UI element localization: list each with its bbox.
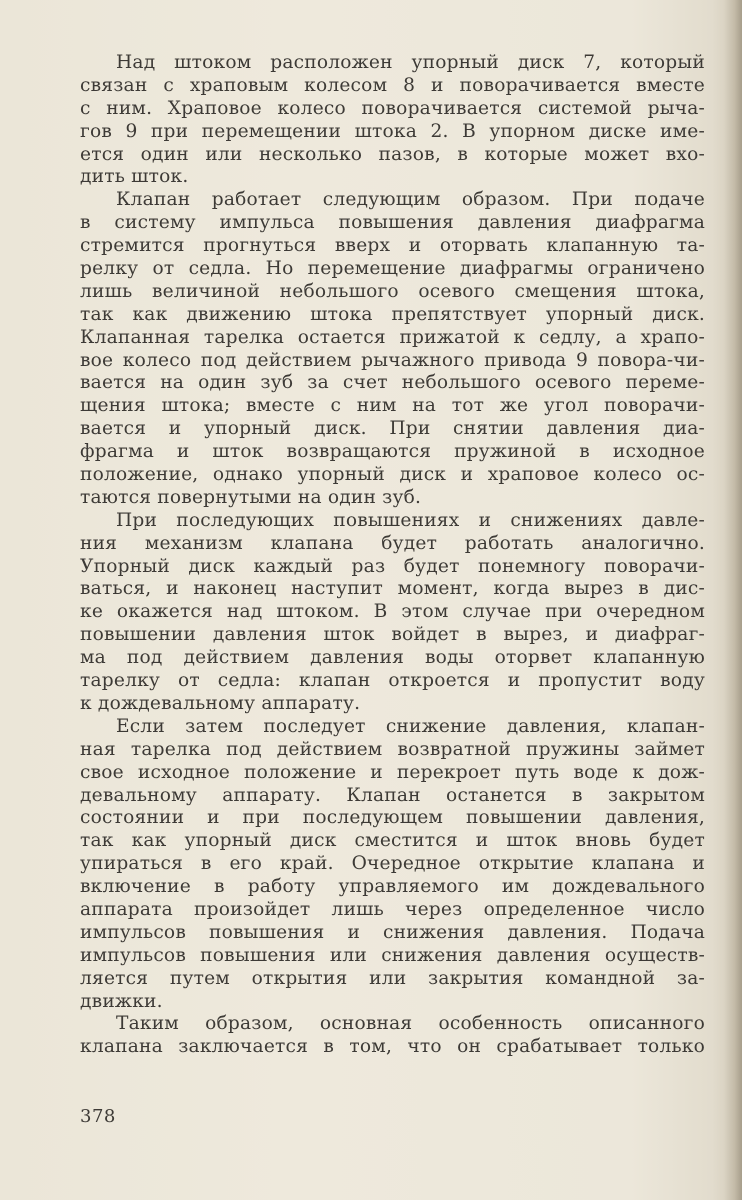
text-line: импульсов повышения и снижения давления. Подача: [80, 921, 705, 943]
text-line: вое колесо под действием рычажного привода 9 повора-чи-: [80, 349, 705, 371]
text-line: импульсов повышения или снижения давления осуществ-: [80, 944, 705, 966]
text-line: При последующих повышениях и снижениях давле-: [116, 509, 705, 531]
text-line: Клапан работает следующим образом. При подаче: [116, 189, 705, 211]
text-line: стремится прогнуться вверх и оторвать клапанную та-: [80, 235, 705, 257]
text-line: ма под действием давления воды оторвет клапанную: [80, 647, 705, 669]
text-line: Клапанная тарелка остается прижатой к седлу, а храпо-: [80, 326, 705, 348]
text-line: вается на один зуб за счет небольшого осевого переме-: [80, 372, 705, 394]
text-line: тарелку от седла: клапан откроется и пропустит воду: [80, 670, 705, 692]
text-line: фрагма и шток возвращаются пружиной в исходное: [80, 441, 705, 463]
text-line: ется один или несколько пазов, в которые может вхо-: [80, 143, 705, 165]
text-line: Таким образом, основная особенность описанного: [116, 1013, 705, 1035]
text-line: клапана заключается в том, что он срабатывает только: [80, 1036, 705, 1058]
text-line: состоянии и при последующем повышении давления,: [80, 807, 705, 829]
body-text: [80, 52, 705, 1059]
text-line: связан с храповым колесом 8 и поворачивается вместе: [80, 74, 705, 96]
text-line: включение в работу управляемого им дождевального: [80, 876, 705, 898]
page-number: 378: [80, 1106, 116, 1127]
text-line: лишь величиной небольшого осевого смещения штока,: [80, 280, 705, 302]
text-line: ке окажется над штоком. В этом случае при очередном: [80, 601, 705, 623]
text-line: свое исходное положение и перекроет путь воде к дож-: [80, 761, 705, 783]
text-line: Если затем последует снижение давления, клапан-: [116, 715, 705, 737]
text-line: движки.: [80, 990, 163, 1012]
text-line: положение, однако упорный диск и храповое колесо ос-: [80, 464, 705, 486]
text-line: так как упорный диск сместится и шток вновь будет: [80, 830, 705, 852]
text-line: таются повернутыми на один зуб.: [80, 486, 422, 508]
text-line: гов 9 при перемещении штока 2. В упорном диске име-: [80, 120, 705, 142]
text-line: девальному аппарату. Клапан останется в закрытом: [80, 784, 705, 806]
text-line: к дождевальному аппарату.: [80, 692, 361, 714]
text-line: Упорный диск каждый раз будет понемногу поворачи-: [80, 555, 705, 577]
text-line: дить шток.: [80, 166, 189, 188]
page-edge-shadow: [724, 0, 742, 1200]
text-line: ная тарелка под действием возвратной пружины займет: [80, 738, 705, 760]
text-line: вается и упорный диск. При снятии давления диа-: [80, 418, 705, 440]
text-line: аппарата произойдет лишь через определенное число: [80, 898, 705, 920]
text-line: ляется путем открытия или закрытия командной за-: [80, 967, 705, 989]
text-line: ния механизм клапана будет работать аналогично.: [80, 532, 705, 554]
text-line: ваться, и наконец наступит момент, когда вырез в дис-: [80, 578, 705, 600]
text-line: щения штока; вместе с ним на тот же угол поворачи-: [80, 395, 705, 417]
text-line: так как движению штока препятствует упорный диск.: [80, 303, 705, 325]
text-line: упираться в его край. Очередное открытие клапана и: [80, 853, 705, 875]
text-line: в систему импульса повышения давления диафрагма: [80, 212, 705, 234]
text-line: Над штоком расположен упорный диск 7, который: [116, 52, 705, 73]
text-line: с ним. Храповое колесо поворачивается системой рыча-: [80, 97, 705, 119]
text-line: релку от седла. Но перемещение диафрагмы ограничено: [80, 258, 705, 280]
text-line: повышении давления шток войдет в вырез, и диафраг-: [80, 624, 705, 646]
